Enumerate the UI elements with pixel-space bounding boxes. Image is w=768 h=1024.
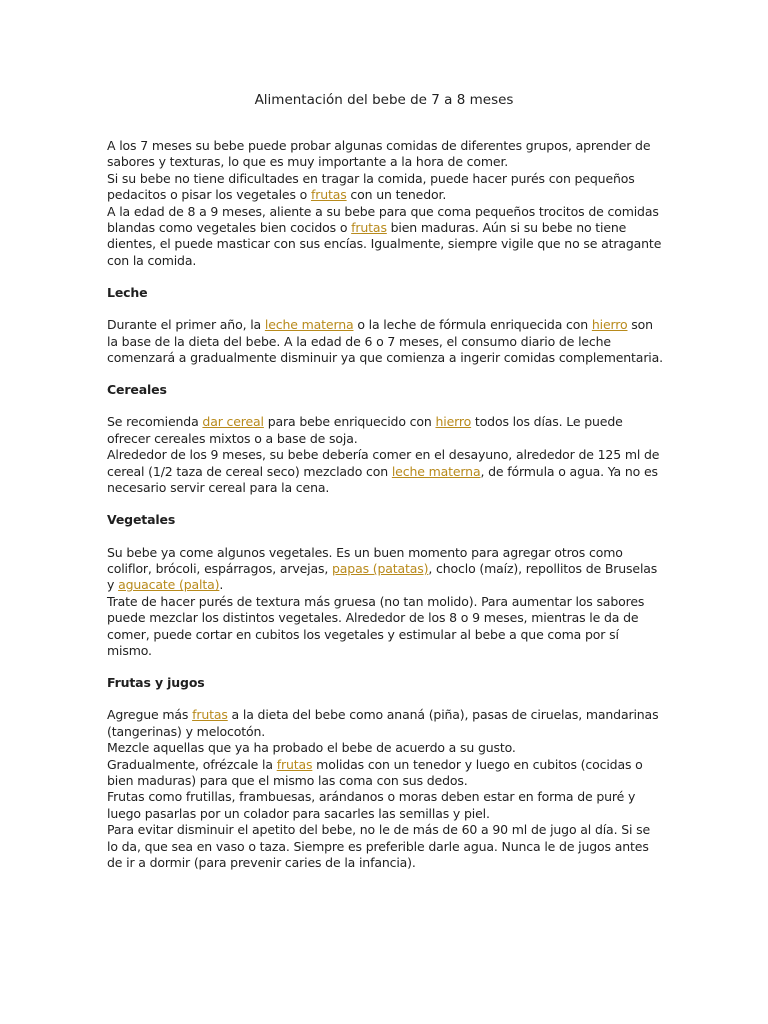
text-line (107, 707, 667, 723)
page-title: Alimentación del bebe de 7 a 8 meses (254, 92, 514, 108)
link-leche-materna[interactable]: leche materna (264, 317, 354, 333)
text-span: son (627, 317, 653, 333)
frutas-paragraph (107, 707, 667, 871)
text-span: Se recomienda (107, 414, 203, 430)
text-line (107, 464, 667, 480)
section-heading-frutas: Frutas y jugos (107, 675, 205, 691)
document-body (107, 138, 667, 871)
text-line (107, 220, 667, 236)
text-line: comenzará a gradualmente disminuir ya que comienza a ingerir comidas complementaria. (107, 350, 663, 366)
text-span: a la dieta del bebe como ananá (piña), pasas de ciruelas, mandarinas (227, 707, 659, 723)
text-line: luego pasarlas por un colador para sacarles las semillas y piel. (107, 805, 490, 821)
text-line: Trate de hacer purés de textura más gruesa (no tan molido). Para aumentar los sabores (107, 593, 645, 609)
link-frutas[interactable]: frutas (310, 187, 347, 203)
text-line: puede mezclar los distintos vegetales. Alrededor de los 8 o 9 meses, mientras le da de (107, 610, 639, 626)
link-leche-materna[interactable]: leche materna (391, 463, 481, 479)
text-line: de ir a dormir (para prevenir caries de la infancia). (107, 855, 416, 870)
text-span: . (219, 577, 224, 593)
text-line (107, 561, 667, 577)
text-line (107, 414, 667, 430)
cereales-paragraph (107, 414, 667, 496)
section-heading-leche: Leche (107, 285, 148, 301)
text-line: A los 7 meses su bebe puede probar algunas comidas de diferentes grupos, aprender de (107, 138, 651, 153)
text-line: A la edad de 8 a 9 meses, aliente a su bebe para que coma pequeños trocitos de comidas (107, 203, 659, 219)
text-line: la base de la dieta del bebe. A la edad de 6 o 7 meses, el consumo diario de leche (107, 333, 611, 349)
text-span: todos los días. Le puede (471, 414, 623, 430)
text-line: Su bebe ya come algunos vegetales. Es un buen momento para agregar otros como (107, 544, 623, 560)
vegetales-paragraph (107, 545, 667, 660)
link-frutas[interactable]: frutas (192, 707, 228, 723)
text-line: lo da, que sea en vaso o taza. Siempre es preferible darle agua. Nunca le de jugos antes (107, 838, 649, 854)
text-line: Alrededor de los 9 meses, su bebe debería comer en el desayuno, alrededor de 125 ml de (107, 447, 660, 463)
text-line (107, 577, 667, 593)
text-line: sabores y texturas, lo que es muy importante a la hora de comer. (107, 154, 509, 170)
text-span: , choclo (maíz), repollitos de Bruselas (428, 560, 658, 576)
section-heading-vegetales: Vegetales (107, 512, 176, 528)
text-span: con un tenedor. (346, 187, 447, 203)
text-span: Durante el primer año, la (107, 317, 265, 333)
text-line: (tangerinas) y melocotón. (107, 723, 266, 739)
link-hierro[interactable]: hierro (591, 317, 628, 333)
link-dar-cereal[interactable]: dar cereal (202, 414, 264, 430)
leche-paragraph (107, 317, 667, 366)
text-line: Mezcle aquellas que ya ha probado el bebe de acuerdo a su gusto. (107, 740, 516, 756)
text-line: Para evitar disminuir el apetito del bebe, no le de más de 60 a 90 ml de jugo al día. Si se (107, 822, 651, 838)
text-span: para bebe enriquecido con (263, 414, 436, 430)
text-line: comer, puede cortar en cubitos los vegetales y estimular al bebe a que coma por sí (107, 626, 619, 642)
link-frutas[interactable]: frutas (276, 756, 313, 772)
text-span: Gradualmente, ofrézcale la (107, 756, 277, 772)
text-span: molidas con un tenedor y luego en cubitos (cocidas o (312, 756, 643, 772)
text-line: Frutas como frutillas, frambuesas, arándanos o moras deben estar en forma de puré y (107, 789, 636, 805)
text-line (107, 317, 667, 333)
text-span: coliflor, brócoli, espárragos, arvejas, (107, 560, 332, 576)
text-line: ofrecer cereales mixtos o a base de soja. (107, 430, 358, 446)
link-frutas[interactable]: frutas (351, 220, 387, 236)
text-line: dientes, el puede masticar con sus encías. Igualmente, siempre vigile que no se atragante (107, 236, 662, 252)
text-line: Si su bebe no tiene dificultades en tragar la comida, puede hacer purés con pequeños (107, 170, 635, 186)
section-heading-cereales: Cereales (107, 382, 167, 398)
text-line: bien maduras) para que el mismo las coma con sus dedos. (107, 772, 468, 788)
link-aguacate[interactable]: aguacate (palta) (118, 577, 220, 593)
text-line: mismo. (107, 642, 152, 658)
text-line (107, 187, 667, 203)
text-line: con la comida. (107, 252, 197, 268)
link-papas[interactable]: papas (patatas) (331, 560, 429, 576)
intro-paragraph (107, 138, 667, 269)
text-span: bien maduras. Aún si su bebe no tiene (386, 220, 627, 236)
text-line: necesario servir cereal para la cena. (107, 480, 330, 496)
text-span: pedacitos o pisar los vegetales o (107, 187, 311, 203)
text-span: blandas como vegetales bien cocidos o (107, 220, 352, 236)
link-hierro[interactable]: hierro (435, 414, 472, 430)
text-span: y (107, 577, 119, 593)
text-span: cereal (1/2 taza de cereal seco) mezclado con (107, 463, 392, 479)
text-line (107, 757, 667, 773)
text-span: Agregue más (107, 707, 193, 723)
text-span: o la leche de fórmula enriquecida con (353, 317, 592, 333)
text-span: , de fórmula o agua. Ya no es (480, 463, 658, 479)
